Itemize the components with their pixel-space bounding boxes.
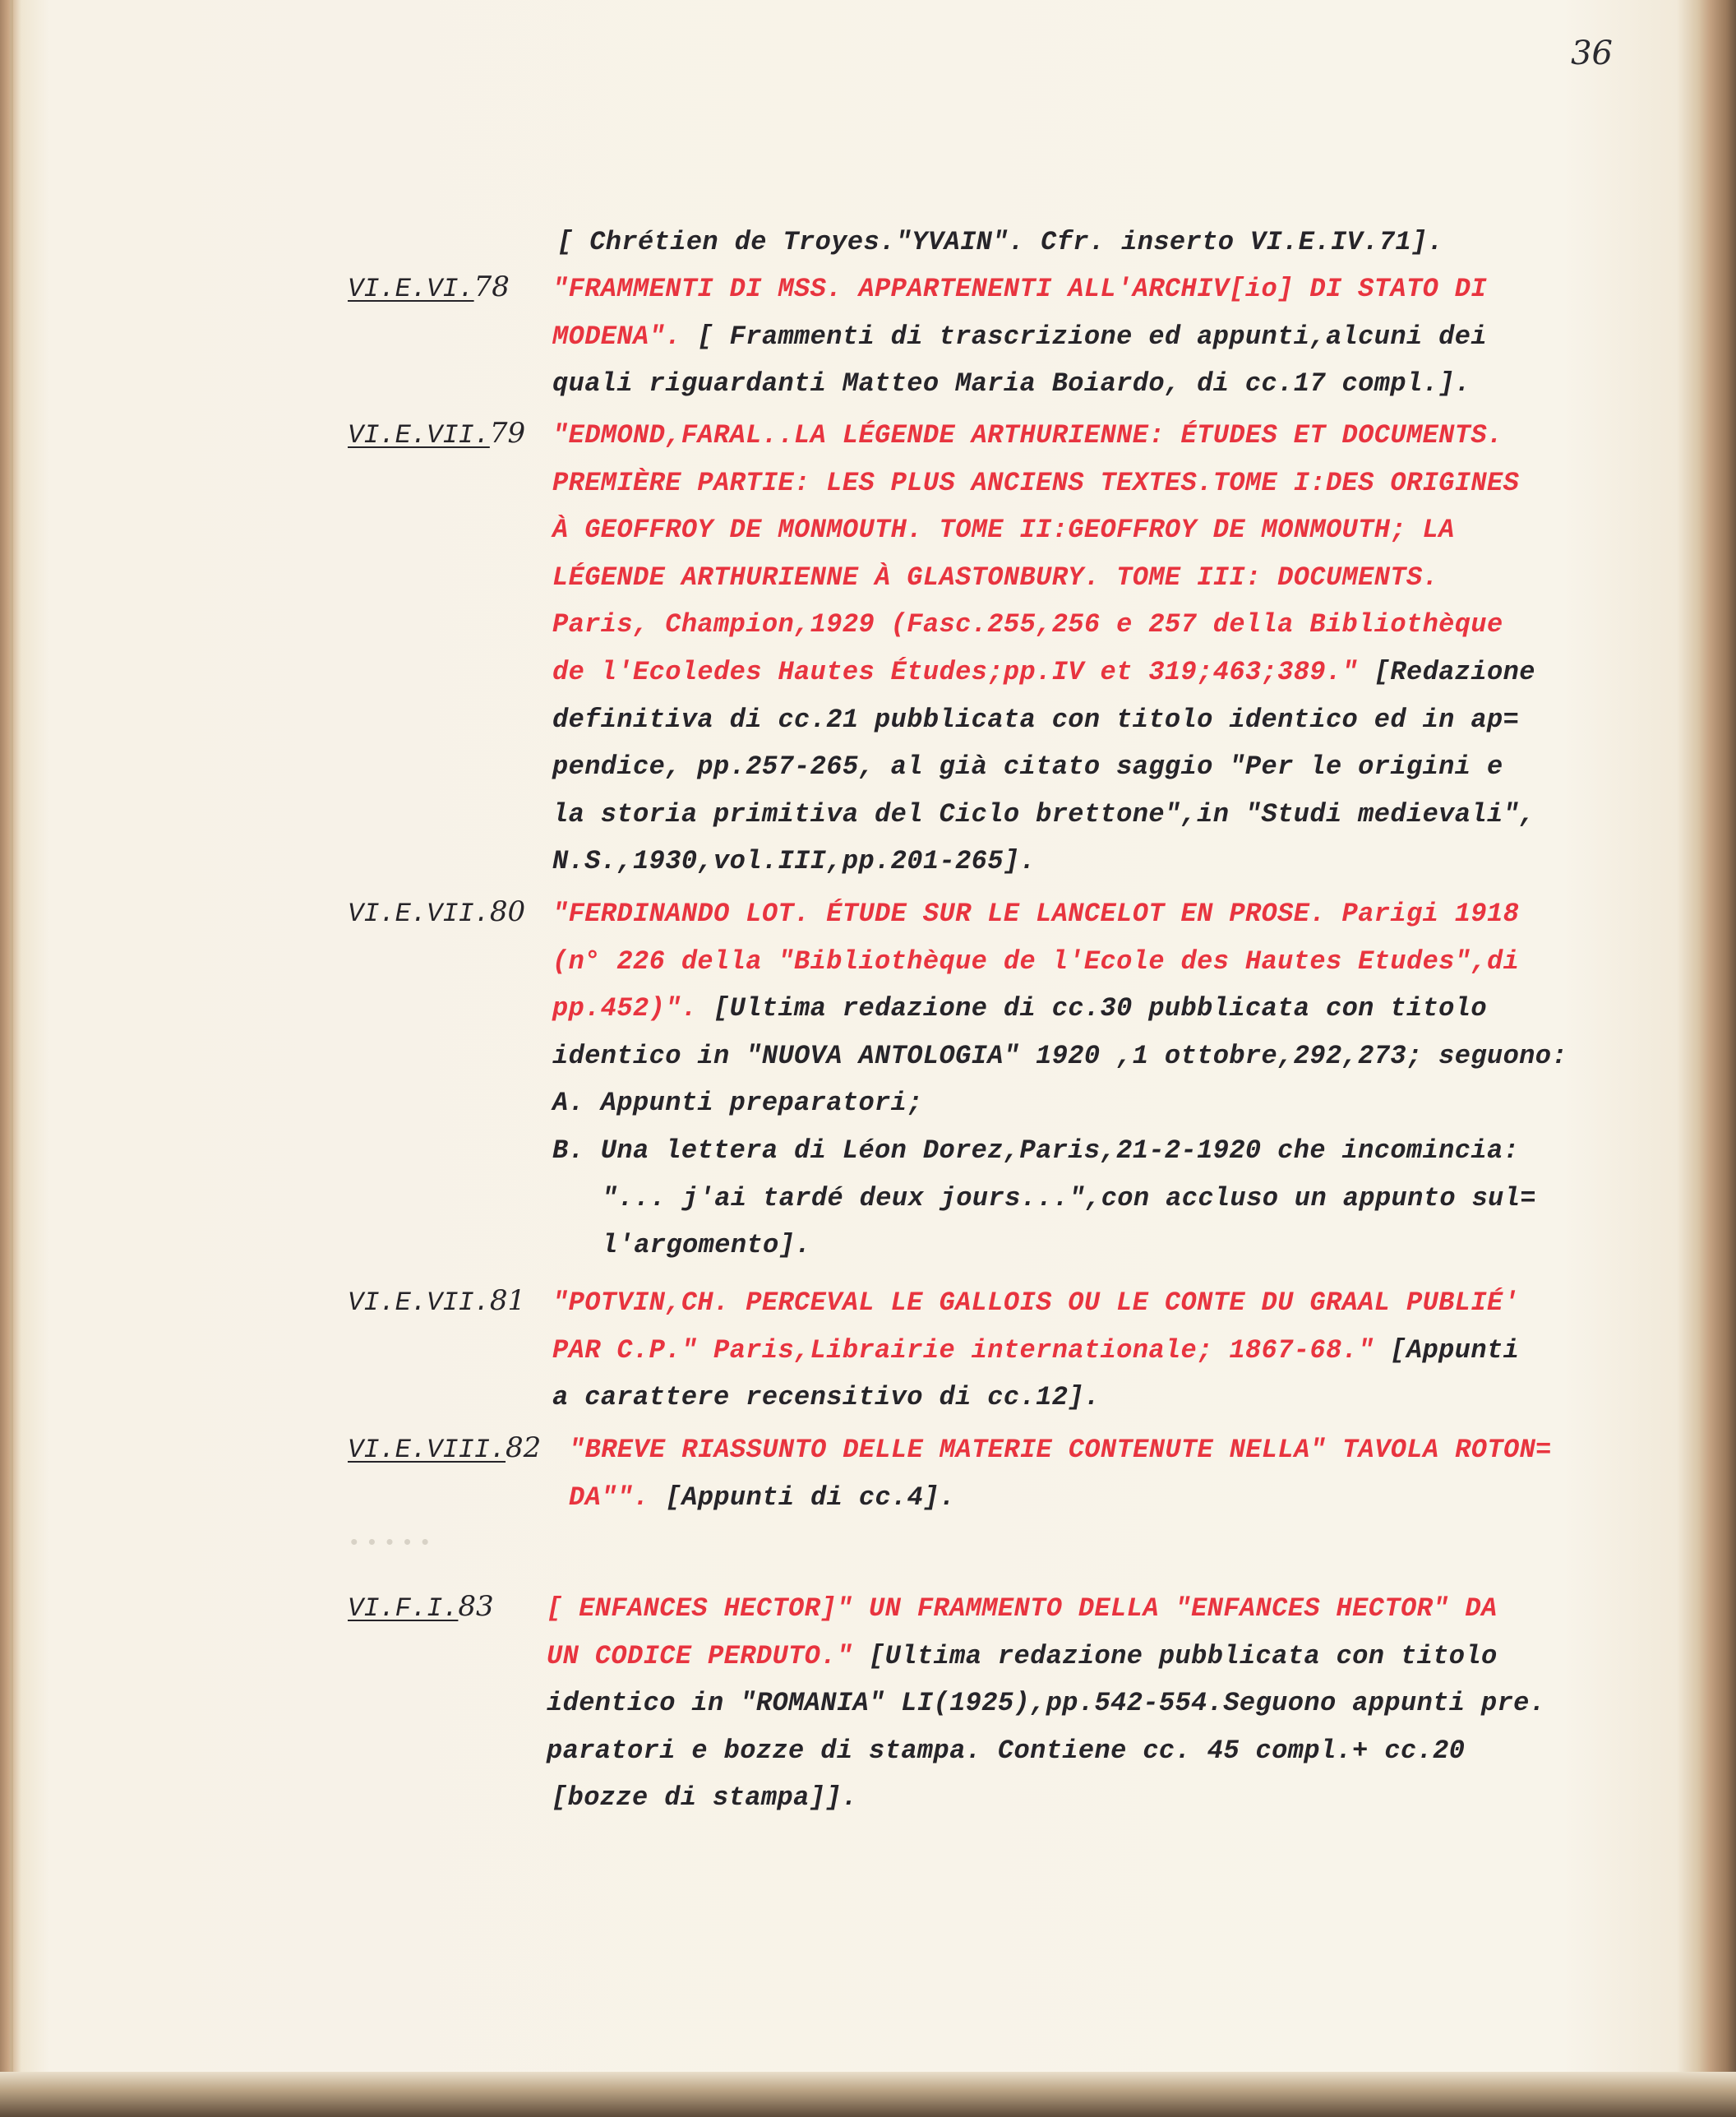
entry-line (552, 1335, 1519, 1366)
entry-line (552, 562, 1438, 593)
entry-line (552, 751, 1503, 782)
entry-line (547, 1641, 1498, 1671)
entry-line (552, 899, 1519, 929)
entry-title-text: "EDMOND,FARAL..LA LÉGENDE ARTHURIENNE: ÉTUDES ET DOCUMENTS. (552, 420, 1503, 451)
entry-note-text: [ Frammenti di trascrizione ed appunti,alcuni dei (697, 321, 1487, 352)
entry-note-text: B. Una lettera di Léon Dorez,Paris,21-2-1920 che incomincia: (552, 1135, 1520, 1166)
page-bottom-edge (0, 2072, 1736, 2117)
entry-code-prefix: VI.E.VII. (348, 899, 490, 929)
entry-code (348, 270, 510, 304)
entry-line (547, 1593, 1498, 1624)
entry-title-text: MODENA". (552, 321, 681, 352)
entry-title-text: UN CODICE PERDUTO." (547, 1641, 853, 1671)
entry-title-text: "FERDINANDO LOT. ÉTUDE SUR LE LANCELOT EN PROSE. Parigi 1918 (552, 899, 1520, 929)
entry-line (552, 515, 1455, 545)
entry-note-text: paratori e bozze di stampa. Contiene cc. 45 compl.+ cc.20 (547, 1736, 1466, 1766)
entry-note-text: pendice, pp.257-265, al già citato saggio "Per le origini e (552, 751, 1503, 782)
entry-line (552, 1135, 1519, 1166)
entry-code (348, 1284, 525, 1318)
entry-line (552, 274, 1487, 304)
entry-note-text: quali riguardanti Matteo Maria Boiardo, di cc.17 compl.]. (552, 368, 1471, 399)
entry-line (552, 946, 1519, 977)
entry-line (552, 468, 1519, 498)
entry-line (552, 1287, 1519, 1318)
entry-title-text: DA"". (569, 1482, 650, 1513)
entry-code-number: 78 (473, 270, 510, 303)
entry-line (552, 321, 1487, 352)
entry-code (348, 1431, 541, 1465)
entry-note-text: definitiva di cc.21 pubblicata con titolo identico ed in ap= (552, 705, 1520, 735)
entry-code-number: 79 (489, 417, 526, 450)
entry-line (552, 420, 1503, 451)
entry-title-text: LÉGENDE ARTHURIENNE À GLASTONBURY. TOME III: DOCUMENTS. (552, 562, 1439, 593)
entry-title-text: PREMIÈRE PARTIE: LES PLUS ANCIENS TEXTES.TOME I:DES ORIGINES (552, 468, 1520, 498)
entry-code (348, 417, 525, 451)
entry-code-prefix: VI.E.VII. (348, 1287, 490, 1318)
entry-line (547, 1688, 1545, 1718)
entry-code-prefix: VI.E.VIII. (348, 1435, 506, 1465)
entry-line (547, 1736, 1465, 1766)
entry-note-text: N.S.,1930,vol.III,pp.201-265]. (552, 846, 1037, 876)
entry-line (552, 1382, 1101, 1412)
entry-note-text: identico in "NUOVA ANTOLOGIA" 1920 ,1 ottobre,292,273; seguono: (552, 1041, 1567, 1071)
entry-note-text: [Redazione (1374, 657, 1535, 687)
entry-code-number: 82 (506, 1431, 542, 1464)
entry-line (569, 1435, 1552, 1465)
entry-code-prefix: VI.E.VI. (348, 274, 474, 304)
entry-title-text: "FRAMMENTI DI MSS. APPARTENENTI ALL'ARCHIV[io] DI STATO DI (552, 274, 1487, 304)
entry-note-text: [Ultima redazione di cc.30 pubblicata con titolo (713, 993, 1487, 1024)
entry-line (552, 657, 1535, 687)
entry-code (348, 1590, 494, 1624)
entry-note-text: a carattere recensitivo di cc.12]. (552, 1382, 1101, 1412)
entry-line (552, 705, 1519, 735)
entry-code (348, 895, 525, 929)
entry-line (552, 993, 1487, 1024)
entry-line (552, 1782, 857, 1813)
entry-code-prefix: VI.F.I. (348, 1593, 459, 1624)
entry-line (552, 1088, 923, 1118)
page-number: 36 (1571, 35, 1613, 72)
entry-line (552, 799, 1535, 830)
entry-note-text: [bozze di stampa]]. (552, 1782, 858, 1813)
entry-note-text: "... j'ai tardé deux jours...",con accluso un appunto sul= (602, 1183, 1536, 1213)
entry-note-text: l'argomento]. (602, 1230, 811, 1260)
entry-line (602, 1230, 811, 1260)
entry-code-number: 81 (489, 1284, 526, 1317)
entry-note-text: [Ultima redazione pubblicata con titolo (869, 1641, 1498, 1671)
entry-title-text: [ ENFANCES HECTOR]" UN FRAMMENTO DELLA "ENFANCES HECTOR" DA (547, 1593, 1498, 1624)
entry-note-text: identico in "ROMANIA" LI(1925),pp.542-554.Seguono appunti pre. (547, 1688, 1546, 1718)
entry-title-text: Paris, Champion,1929 (Fasc.255,256 e 257 della Bibliothèque (552, 609, 1503, 640)
entry-code-number: 80 (489, 895, 526, 928)
entry-code-number: 83 (458, 1590, 494, 1623)
entry-note-text: la storia primitiva del Ciclo brettone",in "Studi medievali", (552, 799, 1535, 830)
entry-code-prefix: VI.E.VII. (348, 420, 490, 451)
entry-line (552, 1041, 1567, 1071)
entry-title-text: PAR C.P." Paris,Librairie internationale; 1867-68." (552, 1335, 1374, 1366)
entry-note-text: [Appunti di cc.4]. (665, 1482, 956, 1513)
entry-line (552, 368, 1471, 399)
entry-line (602, 1183, 1536, 1213)
entry-title-text: "BREVE RIASSUNTO DELLE MATERIE CONTENUTE NELLA" TAVOLA ROTON= (569, 1435, 1552, 1465)
entry-line (552, 846, 1036, 876)
entry-title-text: (n° 226 della "Bibliothèque de l'Ecole des Hautes Etudes",di (552, 946, 1520, 977)
intro-line: [ Chrétien de Troyes."YVAIN". Cfr. inserto VI.E.IV.71]. (557, 227, 1444, 257)
entry-note-text: [Appunti (1390, 1335, 1520, 1366)
entry-line (569, 1482, 955, 1513)
entry-note-text: A. Appunti preparatori; (552, 1088, 923, 1118)
spine-shadow (10, 0, 13, 2117)
entry-title-text: de l'Ecoledes Hautes Études;pp.IV et 319;463;389." (552, 657, 1359, 687)
entry-line (552, 609, 1503, 640)
entry-title-text: À GEOFFROY DE MONMOUTH. TOME II:GEOFFROY DE MONMOUTH; LA (552, 515, 1455, 545)
entry-title-text: "POTVIN,CH. PERCEVAL LE GALLOIS OU LE CONTE DU GRAAL PUBLIÉ' (552, 1287, 1520, 1318)
faint-bleed-through: ••••• (348, 1531, 437, 1555)
entry-title-text: pp.452)". (552, 993, 698, 1024)
